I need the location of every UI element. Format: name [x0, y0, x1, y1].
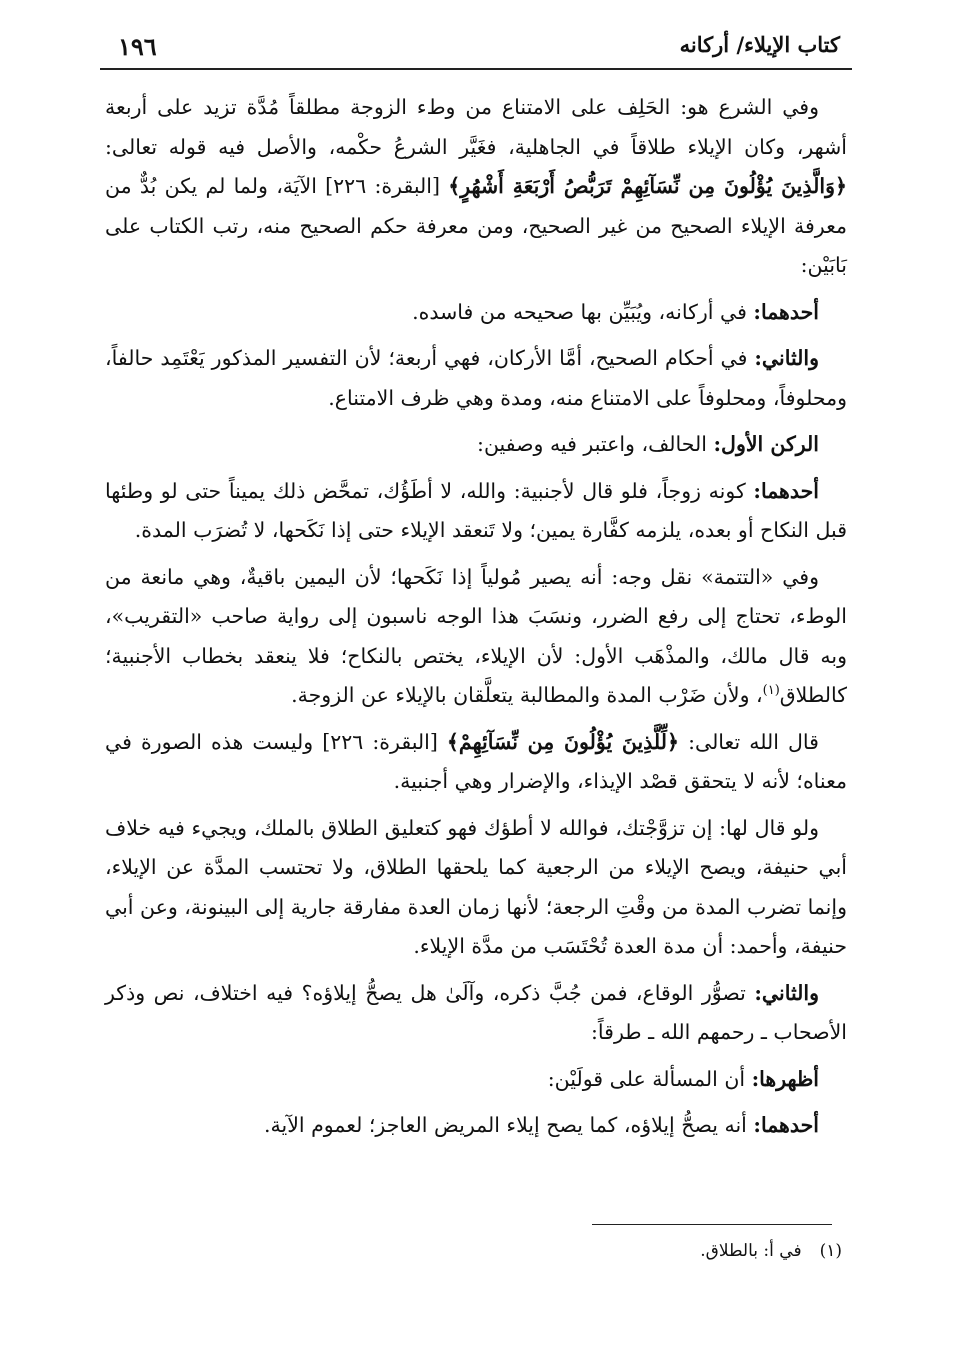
paragraph-verse-citation — [105, 723, 847, 802]
lead-term: أظهرها: — [751, 1066, 819, 1091]
footnote-reference[interactable]: (١) — [762, 683, 780, 699]
quran-verse: ﴿وَالَّذِينَ يُؤْلُونَ مِن نِّسَآئِهِمْ تَرَبُّصُ أَرْبَعَةِ أَشْهُرٍ﴾ — [448, 174, 847, 198]
lead-term: أحدهما: — [753, 299, 819, 324]
page-header — [100, 26, 852, 70]
text-segment: أنه يصحُّ إيلاؤه، كما يصح إيلاء المريض العاجز؛ لعموم الآية. — [264, 1113, 754, 1137]
paragraph-tatimma — [105, 558, 847, 716]
text-segment: ، ولأن ضَرْب المدة والمطالبة يتعلَّقان بالإيلاء عن الزوجة. — [291, 683, 763, 707]
lead-term: أحدهما: — [753, 1113, 819, 1137]
running-title: كتاب الإيلاء/ أركانه — [679, 32, 840, 57]
main-text — [105, 88, 847, 1153]
text-segment: قال الله تعالى: — [678, 729, 819, 754]
text-segment: كونه زوجاً، فلو قال لأجنبية: والله، لا أطَؤُك، تمحَّض ذلك يميناً حتى لو وطئها قبل النكاح أو بعده، يلزمه كفَّارة يمين؛ ولا تَنعقد الإيلاء حتى إذا نَكَحها، لا تُضرَب المدة. — [105, 478, 847, 542]
text-segment: الحالف، واعتبر فيه وصفين: — [477, 432, 714, 456]
paragraph-first-pillar — [105, 425, 847, 465]
paragraph-second-chapter — [105, 339, 847, 418]
paragraph-first-opinion — [105, 1106, 847, 1146]
lead-term: الركن الأول: — [713, 432, 819, 456]
quran-verse: ﴿لِّلَّذِينَ يُؤْلُونَ مِن نِّسَآئِهِمْ﴾ — [446, 729, 679, 754]
footnote — [700, 1236, 842, 1266]
text-segment: وفي الشرع هو: الحَلِف على الامتناع من وطء الزوجة مطلقاً مُدَّة تزيد على أربعة أشهر، وكان الإيلاء طلاقاً في الجاهلية، فغَيَّر الشرعُ حكْمه، والأصل فيه قوله تعالى: — [105, 95, 847, 159]
text-segment: [البقرة: ٢٢٦] الآيَة، ولما لم يكن بُدٌّ من معرفة الإيلاء الصحيح من غير الصحيح، ومن معرفة حكم الصحيح منه، رتب الكتاب على بَابَيْن: — [105, 174, 847, 277]
footnote-text: في أ: بالطلاق. — [700, 1241, 802, 1261]
footnote-divider — [592, 1224, 832, 1225]
paragraph-definition — [105, 88, 847, 286]
lead-term: والثاني: — [754, 346, 819, 370]
text-segment: في أركانه، ويُبَيِّن بها صحيحه من فاسده. — [412, 299, 754, 324]
text-segment: أن المسألة على قولَيْن: — [547, 1066, 752, 1091]
page-number: ١٩٦ — [118, 32, 157, 61]
paragraph-first-condition — [105, 472, 847, 551]
text-segment: تصوُّر الوقاع، فمن جُبَّ ذكره، وآلَىٰ هل يصحُّ إيلاؤه؟ فيه اختلاف، نص وذكر الأصحاب ـ رحمهم الله ـ طرقاً: — [105, 980, 847, 1044]
paragraph-first-chapter — [105, 293, 847, 333]
text-segment: في أحكام الصحيح، أمَّا الأركان، فهي أربعة؛ لأن التفسير المذكور يَعْتَمِد حالفاً، ومحلوفاً، ومحلوفاً على الامتناع منه، ومدة وهي ظرف الامتناع. — [105, 346, 847, 410]
paragraph-most-apparent — [105, 1060, 847, 1100]
lead-term: أحدهما: — [753, 478, 819, 503]
paragraph-conditional-oath — [105, 809, 847, 967]
text-segment: [البقرة: ٢٢٦] وليست هذه الصورة في معناه؛ لأنه لا يتحقق قصْد الإيذاء، والإضرار وهي أجنبية. — [105, 729, 847, 793]
footnote-number: (١) — [819, 1241, 842, 1261]
text-segment: ولو قال لها: إن تزوَّجْتك، فوالله لا أطؤك فهو كتعليق الطلاق بالملك، ويجيء فيه خلاف أبي حنيفة، ويصح الإيلاء من الرجعية كما يلحقها الطلاق، ولا تحتسب المدَّة عن الإيلاء، وإنما تضرب المدة من وقْتِ الرجعة؛ لأنها زمان العدة مفارقة جارية إلى البينونة، وعن أبي حنيفة، وأحمد: أن مدة العدة تُحْتَسَب من مدَّة الإيلاء. — [105, 815, 847, 958]
text-segment: وفي «التتمة» نقل وجه: أنه يصير مُولياً إذا نَكَحها؛ لأن اليمين باقيةٌ، وهي مانعة من الوطء، تحتاج إلى رفع الضرر، ونسَبَ هذا الوجه ناسبون إلى رواية صاحب «التقريب»، وبه قال مالك، والمذْهَب الأول: لأن الإيلاء، يختص بالنكاح؛ فلا ينعقد بخطاب الأجنبية؛ كالطلاق — [105, 564, 847, 707]
paragraph-second-condition — [105, 974, 847, 1053]
lead-term: والثاني: — [754, 980, 819, 1005]
